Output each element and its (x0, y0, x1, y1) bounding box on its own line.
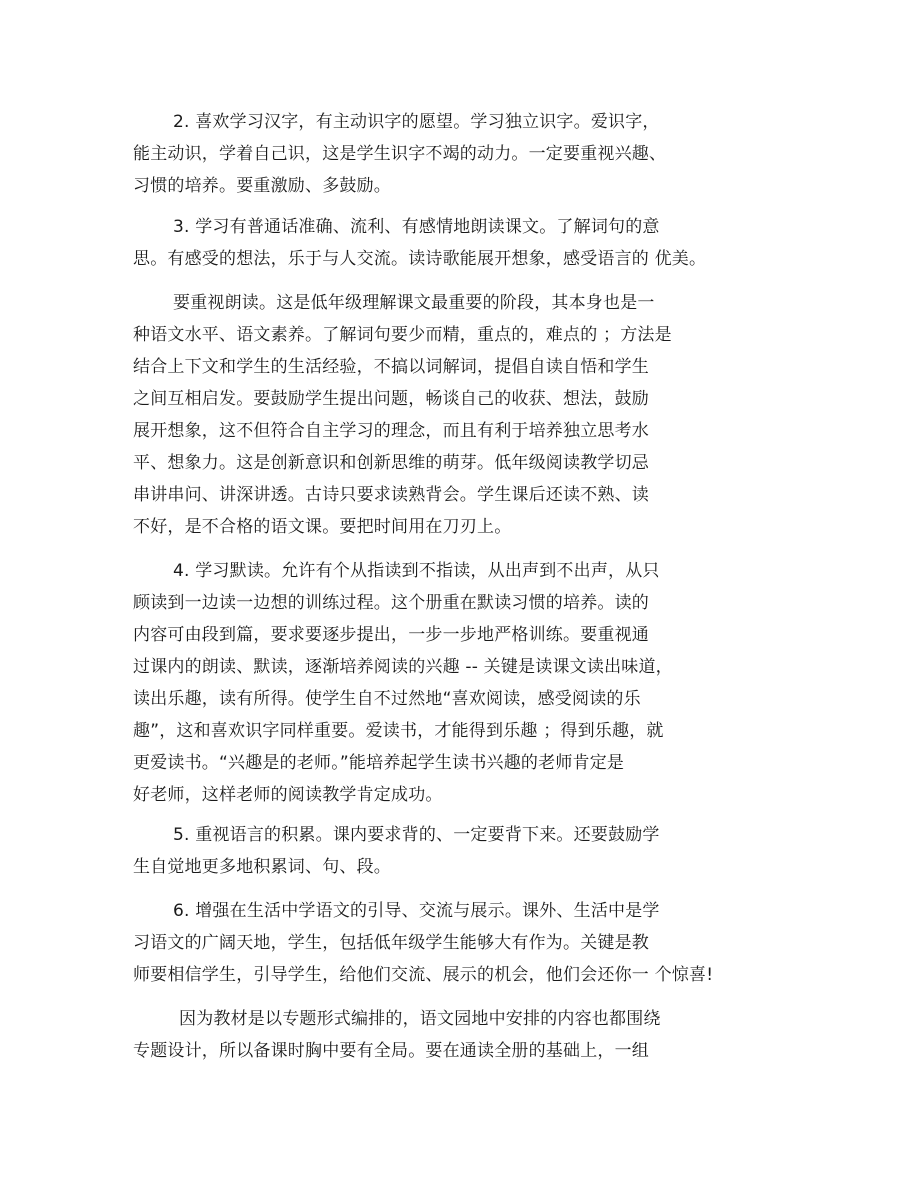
text-line: 6. 增强在生活中学语文的引导、交流与展示。课外、生活中是学 (173, 901, 660, 921)
text-line: 能主动识，学着自己识，这是学生识字不竭的动力。一定要重视兴趣、 (133, 144, 667, 164)
text-line: 因为教材是以专题形式编排的，语文园地中安排的内容也都围绕 (179, 1009, 661, 1029)
text-line: 3. 学习有普通话准确、流利、有感情地朗读课文。了解词句的意 (173, 217, 660, 237)
text-line: 要重视朗读。这是低年级理解课文最重要的阶段，其本身也是一 (173, 293, 655, 313)
text-line: 5. 重视语言的积累。课内要求背的、一定要背下来。还要鼓励学 (173, 825, 660, 845)
text-line: 更爱读书。“兴趣是的老师。”能培养起学生读书兴趣的老师肯定是 (133, 753, 625, 773)
text-line: 思。有感受的想法，乐于与人交流。读诗歌能展开想象，感受语言的 优美。 (133, 249, 707, 269)
text-line: 4. 学习默读。允许有个从指读到不指读，从出声到不出声，从只 (173, 561, 660, 581)
text-line: 习惯的培养。要重激励、多鼓励。 (133, 176, 391, 196)
text-line: 习语文的广阔天地，学生，包括低年级学生能够大有作为。关键是教 (133, 933, 649, 953)
text-line: 展开想象，这不但符合自主学习的理念，而且有利于培养独立思考水 (133, 421, 649, 441)
text-line: 专题设计，所以备课时胸中要有全局。要在通读全册的基础上，一组 (133, 1041, 649, 1061)
text-line: 平、想象力。这是创新意识和创新思维的萌芽。低年级阅读教学切忌 (133, 453, 649, 473)
text-line: 内容可由段到篇，要求要逐步提出，一步一步地严格训练。要重视通 (133, 625, 649, 645)
text-line: 过课内的朗读、默读，逐渐培养阅读的兴趣 -- 关键是读课文读出味道， (133, 657, 673, 677)
text-line: 不好，是不合格的语文课。要把时间用在刀刃上。 (133, 517, 512, 537)
text-line: 生自觉地更多地积累词、句、段。 (133, 857, 391, 877)
text-line: 师要相信学生，引导学生，给他们交流、展示的机会，他们会还你一 个惊喜! (133, 965, 714, 985)
text-line: 种语文水平、语文素养。了解词句要少而精，重点的，难点的 ；方法是 (133, 325, 672, 345)
text-line: 结合上下文和学生的生活经验，不搞以词解词，提倡自读自悟和学生 (133, 357, 649, 377)
text-line: 读出乐趣，读有所得。使学生自不过然地“喜欢阅读，感受阅读的乐 (133, 689, 641, 709)
text-line: 串讲串问、讲深讲透。古诗只要求读熟背会。学生课后还读不熟、读 (133, 485, 649, 505)
text-line: 之间互相启发。要鼓励学生提出问题，畅谈自己的收获、想法，鼓励 (133, 389, 649, 409)
text-line: 顾读到一边读一边想的训练过程。这个册重在默读习惯的培养。读的 (133, 593, 649, 613)
text-line: 2. 喜欢学习汉字，有主动识字的愿望。学习独立识字。爱识字， (173, 112, 660, 132)
text-line: 趣”，这和喜欢识字同样重要。爱读书，才能得到乐趣 ；得到乐趣，就 (133, 721, 664, 741)
text-line: 好老师，这样老师的阅读教学肯定成功。 (133, 785, 443, 805)
